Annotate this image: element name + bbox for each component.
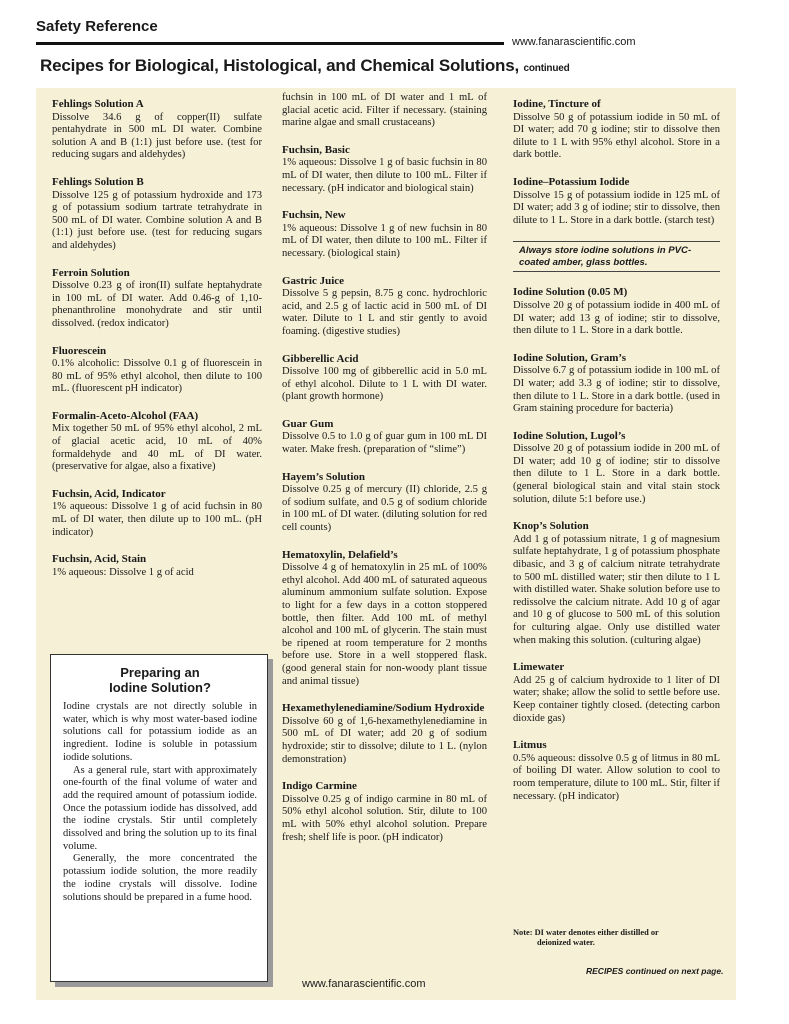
recipe	[52, 345, 262, 396]
sidebar-paragraph: As a general rule, start with approximately one-fourth of the final volume of water and add the required amount of potassium iodide. Once the potassium iodide has dissolved, add the iodine crystals. Stir until completely dissolved and bring the solution up to its final volume.	[63, 764, 257, 852]
recipe-text: Dissolve 20 g of potassium iodide in 200 mL of DI water; add 10 g of iodine; stir to dissolve then dilute to 1 L. Store in a dark bottle. (general biological stain and vital stain stock solution, dilute 5:1 before use.)	[513, 443, 720, 505]
page-title-text: Recipes for Biological, Histological, and Chemical Solutions,	[40, 56, 519, 75]
sidebar-title	[63, 665, 257, 695]
recipe-text: 1% aqueous: Dissolve 1 g of new fuchsin in 80 mL of DI water, then dilute to 100 mL. Filter if necessary. (biological stain)	[282, 222, 487, 259]
recipe-title: Limewater	[513, 661, 565, 674]
recipe-title: Iodine, Tincture of	[513, 98, 601, 110]
recipe-title: Guar Gum	[282, 417, 334, 430]
recipe-title: Gibberellic Acid	[282, 352, 359, 365]
recipe-text: Dissolve 60 g of 1,6-hexamethylenediamine in 500 mL of DI water; add 20 g of sodium hydroxide; stir to dissolve; dilute to 1 L. (nylon demonstration)	[282, 715, 487, 765]
sidebar-title-line1: Preparing an	[120, 665, 200, 680]
recipes-panel	[36, 88, 736, 1000]
page-title-suffix: continued	[523, 63, 570, 74]
recipe-text: Dissolve 15 g of potassium iodide in 125 mL of DI water; add 3 g of iodine; stir to dissolve, then dilute to 1 L. Store in a dark bottle. (starch test)	[513, 189, 720, 226]
recipe-text: Dissolve 0.23 g of iron(II) sulfate heptahydrate in 100 mL of DI water. Add 0.46-g of 1,10-phenanthroline monohydrate and stir until dissolved. (redox indicator)	[52, 280, 262, 329]
recipe-text: fuchsin in 100 mL of DI water and 1 mL of glacial acetic acid. Filter if necessary. (staining marine algae and small crustaceans)	[282, 92, 487, 129]
recipe-text: Dissolve 125 g of potassium hydroxide and 173 g of potassium sodium tartrate tetrahydrate in 500 mL of DI water. Combine solution A and B (1:1) just before use. (test for reducing sugars and aldehydes)	[52, 189, 262, 251]
iodine-storage-note: Always store iodine solutions in PVC-coated amber, glass bottles.	[513, 241, 720, 272]
recipe-text: 1% aqueous: Dissolve 1 g of acid fuchsin in 80 mL of DI water, then dilute up to 100 mL. (pH indicator)	[52, 501, 262, 538]
recipe-text: Dissolve 100 mg of gibberellic acid in 5.0 mL of ethyl alcohol. Dilute to 1 L with DI water. (plant growth hormone)	[282, 366, 487, 403]
header-url[interactable]: www.fanarascientific.com	[512, 36, 636, 48]
recipe-text: Dissolve 50 g of potassium iodide in 50 mL of DI water; add 70 g iodine; stir to dissolve then dilute to 1 L with 95% ethyl alcohol. Store in a dark bottle.	[513, 111, 720, 161]
recipe-title: Knop’s Solution	[513, 520, 589, 533]
recipe-text: Dissolve 4 g of hematoxylin in 25 mL of 100% ethyl alcohol. Add 400 mL of saturated aqueous aluminum ammonium sulfate solution. Expose to light for a few days in a cotton stoppered bottle, then filter. Add 100 mL of methyl alcohol and 100 mL of glycerin. The stain must be ripened at room temperature for 2 months before use. Store in a well stoppered flask. (good general stain for non-woody plant tissue and animal tissue)	[282, 562, 487, 687]
recipe-text: Dissolve 34.6 g of copper(II) sulfate pentahydrate in 500 mL DI water. Combine solution A and B (1:1) just before use. (test for reducing sugars and aldehydes)	[52, 111, 262, 161]
recipe-text: 0.5% aqueous: dissolve 0.5 g of litmus in 80 mL of boiling DI water. Allow solution to cool to room temperature, dilute to 100 mL. Stir, filter if necessary. (pH indicator)	[513, 752, 720, 802]
recipe	[52, 553, 262, 579]
recipe-continued	[282, 92, 487, 130]
recipe	[52, 267, 262, 331]
recipe	[282, 209, 487, 260]
recipe-title: Hematoxylin, Delafield’s	[282, 548, 398, 561]
recipe-title: Fuchsin, Acid, Stain	[52, 553, 147, 566]
recipe-text: 1% aqueous: Dissolve 1 g of acid	[52, 566, 194, 578]
footnote-line1: Note: DI water denotes either distilled or	[513, 928, 659, 937]
recipe	[513, 176, 720, 227]
column-1	[52, 98, 262, 593]
recipe	[513, 430, 720, 507]
recipe	[52, 176, 262, 253]
recipe-title: Fluorescein	[52, 344, 107, 357]
page-title	[40, 56, 570, 76]
recipe-text: 0.1% alcoholic: Dissolve 0.1 g of fluorescein in 80 mL of 95% ethyl alcohol, then dilute to 100 mL. (fluorescent pH indicator)	[52, 358, 262, 395]
column-2	[282, 92, 487, 858]
recipe	[282, 471, 487, 535]
recipe	[513, 98, 720, 162]
recipe-title: Formalin-Aceto-Alcohol (FAA)	[52, 409, 199, 422]
recipe-title: Iodine Solution, Lugol’s	[513, 429, 626, 442]
recipe	[282, 353, 487, 404]
footer-url[interactable]: www.fanarascientific.com	[302, 978, 426, 990]
recipe-text: Dissolve 0.25 g of indigo carmine in 80 mL of 50% ethyl alcohol solution. Stir, dilute to 100 mL with 50% ethyl alcohol solution. Prepare fresh; shelf life is poor. (pH indicator)	[282, 793, 487, 843]
recipe-title: Ferroin Solution	[52, 266, 130, 279]
recipe	[513, 661, 720, 725]
recipe	[282, 780, 487, 844]
recipe-text: Add 25 g of calcium hydroxide to 1 liter of DI water; shake; allow the solid to settle before use. Keep container tightly closed. (detecting carbon dioxide gas)	[513, 674, 720, 724]
recipe	[52, 488, 262, 539]
recipe-title: Indigo Carmine	[282, 780, 357, 793]
footnote-line2: deionized water.	[537, 938, 595, 947]
recipe-title: Fuchsin, New	[282, 209, 346, 222]
recipe-text: Dissolve 20 g of potassium iodide in 400 mL of DI water; add 13 g of iodine; stir to dissolve, then dilute to 1 L. Store in a dark bottle.	[513, 299, 720, 337]
recipe-title: Iodine–Potassium Iodide	[513, 175, 630, 188]
recipe	[282, 702, 487, 766]
recipe-title: Gastric Juice	[282, 274, 345, 287]
recipe-text: Add 1 g of potassium nitrate, 1 g of magnesium sulfate heptahydrate, 1 g of potassium phosphate dibasic, and 3 g of calcium nitrate tetrahydrate to 500 mL distilled water; stir then dilute to 1 L with distilled water. Shake solution before use to redissolve the calcium nitrate. Add 10 g of agar and 10 g of glucose to 500 mL of this solution for culturing algae. Only use distilled water when making this solution. (culturing algae)	[513, 533, 720, 646]
recipe	[282, 549, 487, 689]
recipe-title: Iodine Solution, Gram’s	[513, 351, 626, 364]
recipe	[282, 418, 487, 457]
recipe-text: Mix together 50 mL of 95% ethyl alcohol, 2 mL of glacial acetic acid, 10 mL of 40% formaldehyde and 40 mL of DI water. (preservative for algae, also a fixative)	[52, 423, 262, 473]
recipe-title: Fuchsin, Basic	[282, 143, 350, 156]
recipe-text: Dissolve 0.25 g of mercury (II) chloride, 2.5 g of sodium sulfate, and 0.5 g of sodium chloride in 100 mL of DI water. (diluting solution for red cell counts)	[282, 484, 487, 534]
recipe-title: Fehlings Solution A	[52, 98, 144, 110]
recipe	[513, 286, 720, 337]
recipe	[282, 144, 487, 195]
continued-word: RECIPES	[586, 966, 624, 976]
iodine-sidebar	[50, 654, 268, 982]
recipe-text: Dissolve 0.5 to 1.0 g of guar gum in 100 mL DI water. Make fresh. (preparation of “slime”)	[282, 431, 487, 456]
recipe-title: Iodine Solution (0.05 M)	[513, 286, 628, 299]
recipe	[513, 739, 720, 803]
sidebar-paragraph: Iodine crystals are not directly soluble in water, which is why most water-based iodine solutions call for potassium iodide as an ingredient. Iodine is soluble in potassium iodide solutions.	[63, 701, 257, 763]
recipe-text: 1% aqueous: Dissolve 1 g of basic fuchsin in 80 mL of DI water, then dilute to 100 mL. Filter if necessary. (pH indicator and biological stain)	[282, 157, 487, 194]
sidebar-title-line2: Iodine Solution?	[109, 680, 211, 695]
continued-rest: continued on next page.	[625, 966, 724, 976]
sidebar-paragraph: Generally, the more concentrated the potassium iodide solution, the more readily the iodine crystals will dissolve. Iodine solutions should be prepared in a fume hood.	[63, 853, 257, 903]
section-label: Safety Reference	[36, 18, 158, 35]
recipe-text: Dissolve 6.7 g of potassium iodide in 100 mL of DI water; add 3.3 g of iodine; stir to dissolve, then dilute to 1 L. Store in a dark bottle. (used in Gram staining procedure for bacteria)	[513, 365, 720, 415]
recipe	[52, 410, 262, 474]
recipe-title: Hexamethylenediamine/Sodium Hydroxide	[282, 702, 485, 715]
recipe-title: Hayem’s Solution	[282, 470, 366, 483]
water-footnote	[513, 928, 713, 948]
continued-note	[586, 966, 723, 976]
recipe	[513, 352, 720, 416]
recipe-text: Dissolve 5 g pepsin, 8.75 g conc. hydrochloric acid, and 2.5 g of lactic acid in 500 mL of DI water. Dilute to 1 L and stir gently to avoid foaming. (digestive studies)	[282, 288, 487, 337]
recipe	[513, 520, 720, 647]
recipe-title: Fuchsin, Acid, Indicator	[52, 487, 166, 500]
recipe-title: Litmus	[513, 739, 547, 752]
recipe	[282, 275, 487, 339]
recipe	[52, 98, 262, 162]
header-rule	[36, 42, 504, 45]
column-3	[513, 98, 720, 817]
recipe-title: Fehlings Solution B	[52, 175, 144, 188]
